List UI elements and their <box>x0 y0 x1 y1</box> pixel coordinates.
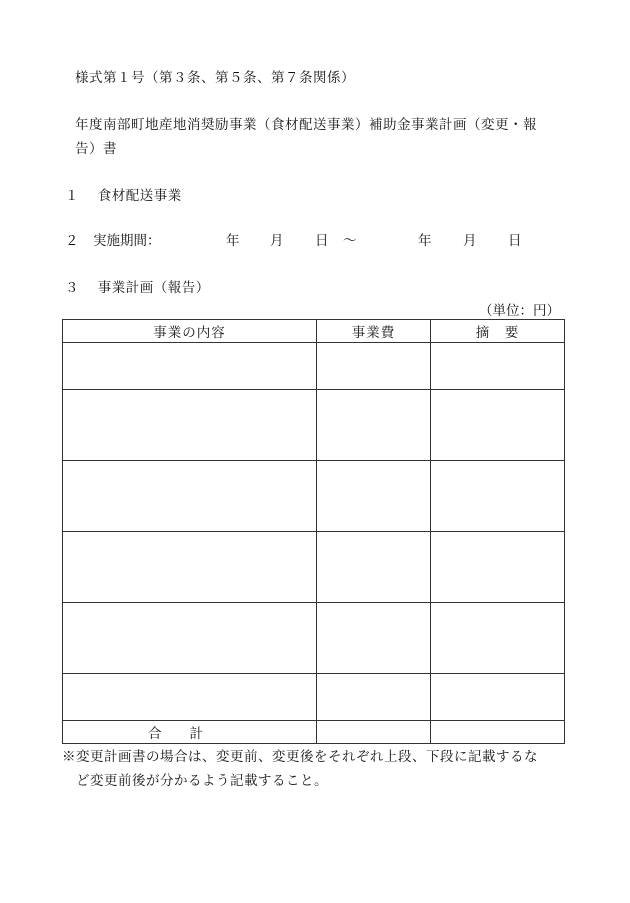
cost-cell[interactable] <box>317 343 431 390</box>
cost-cell[interactable] <box>317 532 431 603</box>
end-day: 日 <box>508 233 522 249</box>
total-summary-cell[interactable] <box>431 721 565 744</box>
content-cell[interactable] <box>63 390 317 461</box>
footnote-line-1: ※変更計画書の場合は、変更前、変更後をそれぞれ上段、下段に記載するな <box>62 749 538 765</box>
table-row <box>63 461 565 532</box>
form-title: 年度南部町地産地消奨励事業（食材配送事業）補助金事業計画（変更・報 <box>75 117 537 133</box>
section-2-label: 実施期間： <box>93 233 161 249</box>
period-separator: ～ <box>343 233 357 249</box>
footnote <box>62 745 572 793</box>
total-label: 合計 <box>63 721 317 744</box>
section-3-number: ３ <box>65 280 79 296</box>
start-year: 年 <box>226 233 240 249</box>
footnote-line-2: ど変更前後が分かるよう記載すること。 <box>76 773 328 789</box>
section-2-number: ２ <box>65 233 79 249</box>
plan-table <box>62 319 565 744</box>
total-cost-cell[interactable] <box>317 721 431 744</box>
start-month: 月 <box>270 233 284 249</box>
start-day: 日 <box>315 233 329 249</box>
section-1-number: １ <box>65 188 79 204</box>
table-header-row <box>63 320 565 343</box>
table-row <box>63 674 565 721</box>
summary-cell[interactable] <box>431 390 565 461</box>
cost-cell[interactable] <box>317 603 431 674</box>
content-cell[interactable] <box>63 461 317 532</box>
header-content: 事業の内容 <box>63 320 317 343</box>
section-3 <box>65 276 210 296</box>
section-1-label: 食材配送事業 <box>97 188 182 204</box>
content-cell[interactable] <box>63 532 317 603</box>
header-cost: 事業費 <box>317 320 431 343</box>
content-cell[interactable] <box>63 343 317 390</box>
end-year: 年 <box>418 233 432 249</box>
summary-cell[interactable] <box>431 674 565 721</box>
summary-cell[interactable] <box>431 343 565 390</box>
table-row <box>63 390 565 461</box>
content-cell[interactable] <box>63 674 317 721</box>
form-title-continued: 告）書 <box>75 141 117 157</box>
end-month: 月 <box>463 233 477 249</box>
unit-label: （単位：円） <box>479 303 560 319</box>
table-row <box>63 532 565 603</box>
section-1 <box>65 184 182 204</box>
summary-cell[interactable] <box>431 532 565 603</box>
header-summary: 摘 要 <box>431 320 565 343</box>
table-row <box>63 603 565 674</box>
content-cell[interactable] <box>63 603 317 674</box>
form-number: 様式第１号（第３条、第５条、第７条関係） <box>75 70 355 86</box>
total-row <box>63 721 565 744</box>
cost-cell[interactable] <box>317 461 431 532</box>
cost-cell[interactable] <box>317 674 431 721</box>
section-3-label: 事業計画（報告） <box>97 280 210 296</box>
summary-cell[interactable] <box>431 603 565 674</box>
table-row <box>63 343 565 390</box>
summary-cell[interactable] <box>431 461 565 532</box>
cost-cell[interactable] <box>317 390 431 461</box>
section-2-period <box>65 229 585 249</box>
